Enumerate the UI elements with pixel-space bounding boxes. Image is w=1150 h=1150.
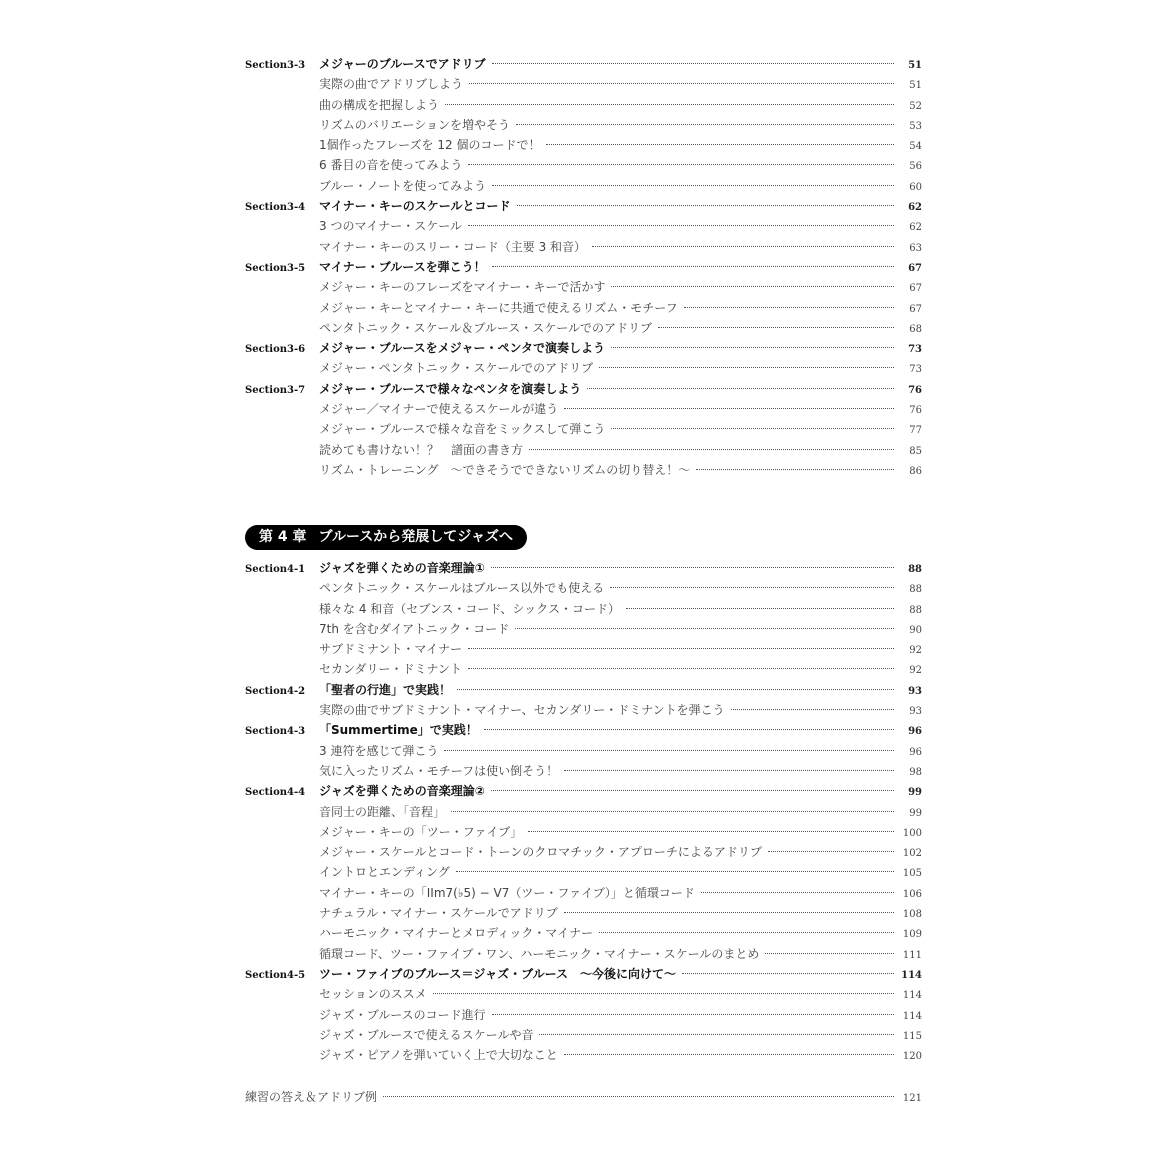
- toc-entry-title: ジャズ・ピアノを弾いていく上で大切なこと: [319, 1048, 558, 1063]
- toc-item-row[interactable]: [245, 1025, 922, 1045]
- dot-leader: [492, 185, 894, 186]
- dot-leader: [515, 628, 894, 629]
- toc-entry-title: 曲の構成を把握しよう: [319, 97, 440, 112]
- dot-leader: [592, 246, 894, 247]
- section-title: 「聖者の行進」で実践！: [319, 682, 452, 697]
- dot-leader: [516, 124, 894, 125]
- toc-item-row[interactable]: [245, 802, 922, 822]
- section-number: Section4-1: [245, 564, 306, 575]
- toc-item-row[interactable]: [245, 741, 922, 761]
- section-number: Section3-5: [245, 262, 306, 274]
- toc-entry-page: 93: [909, 706, 922, 718]
- toc-section-row[interactable]: [245, 558, 922, 578]
- toc-item-row[interactable]: [245, 277, 922, 297]
- toc-entry-page: 67: [909, 303, 922, 315]
- toc-entry-title: 7th を含むダイアトニック・コード: [319, 621, 510, 636]
- toc-entry-page: 77: [909, 425, 922, 437]
- toc-entry-page: 62: [909, 222, 922, 234]
- toc-item-row[interactable]: [245, 923, 922, 943]
- toc-entry-page: 96: [908, 726, 922, 738]
- toc-entry-title: 実際の曲でサブドミナント・マイナー、セカンダリー・ドミナントを弾こう: [319, 703, 725, 718]
- toc-entry-page: 120: [902, 1051, 922, 1063]
- dot-leader: [433, 993, 894, 994]
- toc-entry-page: 100: [902, 827, 922, 839]
- toc-entry-title: 実際の曲でアドリブしよう: [319, 77, 464, 92]
- toc-entry-page: 99: [909, 807, 922, 819]
- dot-leader: [451, 811, 894, 812]
- toc-entry-page: 88: [908, 564, 922, 575]
- toc-entry-page: 68: [909, 323, 922, 335]
- toc-entry-title: メジャー／マイナーで使えるスケールが違う: [319, 402, 559, 417]
- toc-entry-page: 115: [902, 1030, 922, 1042]
- dot-leader: [564, 770, 894, 771]
- toc-entry-page: 114: [902, 1010, 922, 1022]
- toc-item-row[interactable]: [245, 619, 922, 639]
- dot-leader: [599, 367, 894, 368]
- toc-section-row[interactable]: [245, 379, 922, 399]
- toc-entry-page: 111: [902, 949, 922, 961]
- toc-entry-page: 88: [909, 584, 922, 596]
- toc-entry-page: 62: [908, 202, 922, 214]
- toc-section-row[interactable]: [245, 338, 922, 358]
- toc-section-row[interactable]: [245, 720, 922, 740]
- toc-entry-title: 3 つのマイナー・スケール: [319, 219, 462, 234]
- toc-item-row[interactable]: [245, 115, 922, 135]
- dot-leader: [517, 205, 894, 206]
- toc-entry-page: 98: [909, 766, 922, 778]
- dot-leader: [456, 871, 894, 872]
- dot-leader: [445, 104, 894, 105]
- toc-item-row[interactable]: [245, 358, 922, 378]
- section-title: ジャズを弾くための音楽理論②: [319, 784, 485, 799]
- dot-leader: [768, 851, 894, 852]
- toc-item-row[interactable]: [245, 216, 922, 236]
- toc-entry-title: セカンダリー・ドミナント: [319, 662, 462, 677]
- toc-entry-title: 循環コード、ツー・ファイブ・ワン、ハーモニック・マイナー・スケールのまとめ: [319, 946, 760, 961]
- section-number: Section3-3: [245, 60, 306, 71]
- toc-entry-title: イントロとエンディング: [319, 865, 450, 880]
- toc-entry-title: ブルー・ノートを使ってみよう: [319, 178, 487, 193]
- section-number: Section4-5: [245, 969, 306, 981]
- toc-entry-title: サブドミナント・マイナー: [319, 642, 463, 657]
- toc-entry-page: 92: [909, 665, 922, 677]
- toc-entry-title: セッションのススメ: [319, 987, 427, 1002]
- chapter-4-heading: [245, 525, 527, 550]
- toc-item-row[interactable]: [245, 135, 922, 155]
- dot-leader: [696, 469, 894, 470]
- dot-leader: [469, 83, 894, 84]
- dot-leader: [491, 790, 894, 791]
- toc-entry-title: メジャー・ペンタトニック・スケールでのアドリブ: [319, 361, 594, 376]
- dot-leader: [546, 144, 894, 145]
- toc-entry-page: 51: [909, 80, 922, 92]
- toc-entry-title: 6 番目の音を使ってみよう: [319, 158, 463, 173]
- dot-leader: [611, 428, 894, 429]
- section-title: メジャーのブルースでアドリブ: [319, 57, 486, 71]
- toc-section-row[interactable]: [245, 257, 922, 277]
- toc-answers-entry[interactable]: [245, 1087, 922, 1107]
- dot-leader: [484, 729, 894, 730]
- section-title: マイナー・キーのスケールとコード: [319, 199, 511, 214]
- toc-item-row[interactable]: [245, 862, 922, 882]
- toc-entry-page: 52: [909, 100, 922, 112]
- dot-leader: [658, 327, 894, 328]
- toc-item-row[interactable]: [245, 237, 922, 257]
- toc-entry-page: 86: [909, 465, 922, 477]
- dot-leader: [468, 164, 894, 165]
- dot-leader: [468, 668, 894, 669]
- dot-leader: [587, 388, 894, 389]
- section-number: Section4-4: [245, 787, 306, 799]
- dot-leader: [765, 953, 894, 954]
- toc-entry-title: マイナー・キーの「IIm7(♭5) − V7（ツー・ファイブ）」と循環コード: [319, 885, 695, 900]
- toc-entry-title: 練習の答え＆アドリブ例: [245, 1090, 378, 1104]
- dot-leader: [457, 689, 894, 690]
- toc-entry-page: 121: [902, 1093, 922, 1104]
- toc-entry-title: 気に入ったリズム・モチーフは使い倒そう！: [319, 763, 559, 778]
- toc-entry-page: 114: [901, 969, 922, 981]
- toc-entry-page: 54: [909, 141, 922, 153]
- section-number: Section3-6: [245, 344, 306, 356]
- section-number: Section4-3: [245, 726, 306, 738]
- toc-entry-page: 76: [909, 405, 922, 417]
- section-number: Section3-7: [245, 384, 306, 396]
- dot-leader: [492, 266, 894, 267]
- toc-item-row[interactable]: [245, 74, 922, 94]
- toc-entry-title: リズム・トレーニング 〜できそうでできないリズムの切り替え！〜: [319, 462, 691, 477]
- toc-section-row[interactable]: [245, 196, 922, 216]
- toc-item-row[interactable]: [245, 298, 922, 318]
- toc-entry-title: マイナー・キーのスリー・コード（主要 3 和音）: [319, 239, 587, 254]
- toc-entry-page: 67: [909, 283, 922, 295]
- toc-entry-title: ペンタトニック・スケール＆ブルース・スケールでのアドリブ: [319, 320, 653, 335]
- toc-entry-page: 109: [902, 929, 922, 941]
- toc-entry-page: 114: [902, 990, 922, 1002]
- toc-item-row[interactable]: [245, 155, 922, 175]
- chapter-title: ブルースから発展してジャズへ: [318, 529, 513, 545]
- dot-leader: [611, 347, 894, 348]
- toc-entry-title: メジャー・ブルースで様々な音をミックスして弾こう: [319, 422, 606, 437]
- chapter-number: 第 4 章: [259, 529, 307, 545]
- toc-item-row[interactable]: [245, 639, 922, 659]
- toc-entry-title: ジャズ・ブルースのコード進行: [319, 1007, 486, 1022]
- section-title: ジャズを弾くための音楽理論①: [319, 561, 485, 575]
- toc-section-row[interactable]: [245, 781, 922, 801]
- toc-item-row[interactable]: [245, 578, 922, 598]
- dot-leader: [599, 932, 894, 933]
- toc-entry-page: 73: [909, 364, 922, 376]
- dot-leader: [564, 408, 894, 409]
- toc-entry-page: 85: [909, 445, 922, 457]
- section-title: 「Summertime」で実践！: [319, 723, 478, 738]
- dot-leader: [492, 1014, 894, 1015]
- dot-leader: [468, 648, 894, 649]
- toc-list-chapter4: [245, 558, 922, 1065]
- toc-entry-page: 51: [908, 60, 922, 71]
- toc-entry-title: ペンタトニック・スケールはブルース以外でも使える: [319, 581, 605, 596]
- toc-entry-title: メジャー・スケールとコード・トーンのクロマチック・アプローチによるアドリブ: [319, 845, 762, 860]
- dot-leader: [731, 709, 894, 710]
- section-title: マイナー・ブルースを弾こう！: [319, 259, 486, 274]
- section-title: ツー・ファイブのブルース＝ジャズ・ブルース 〜今後に向けて〜: [319, 966, 677, 981]
- toc-item-row[interactable]: [245, 419, 922, 439]
- toc-entry-title: ナチュラル・マイナー・スケールでアドリブ: [319, 906, 558, 921]
- toc-entry-page: 96: [909, 746, 922, 758]
- section-number: Section4-2: [245, 685, 306, 697]
- section-title: メジャー・ブルースで様々なペンタを演奏しよう: [319, 381, 582, 396]
- toc-list-chapter3: [245, 54, 922, 480]
- toc-entry-page: 63: [909, 242, 922, 254]
- toc-item-row[interactable]: [245, 318, 922, 338]
- toc-entry-title: 読めても書けない！？ 譜面の書き方: [319, 442, 524, 457]
- toc-entry-page: 105: [902, 868, 922, 880]
- toc-item-row[interactable]: [245, 599, 922, 619]
- toc-entry-title: 音同士の距離、「音程」: [319, 804, 446, 819]
- toc-entry-title: ジャズ・ブルースで使えるスケールや音: [319, 1027, 534, 1042]
- dot-leader: [529, 449, 894, 450]
- toc-entry-page: 90: [909, 624, 922, 636]
- toc-entry-page: 108: [902, 909, 922, 921]
- toc-entry-page: 99: [908, 787, 922, 799]
- toc-item-row[interactable]: [245, 903, 922, 923]
- toc-section-row[interactable]: [245, 964, 922, 984]
- toc-item-row[interactable]: [245, 883, 922, 903]
- dot-leader: [383, 1096, 894, 1097]
- toc-entry-page: 53: [909, 120, 922, 132]
- toc-entry-title: メジャー・キーとマイナー・キーに共通で使えるリズム・モチーフ: [319, 300, 678, 315]
- dot-leader: [684, 307, 894, 308]
- dot-leader: [701, 892, 894, 893]
- toc-entry-page: 102: [902, 848, 922, 860]
- toc-entry-title: メジャー・キーの「ツー・ファイブ」: [319, 824, 523, 839]
- toc-section-row[interactable]: [245, 680, 922, 700]
- dot-leader: [491, 567, 894, 568]
- toc-entry-title: ハーモニック・マイナーとメロディック・マイナー: [319, 926, 594, 941]
- toc-entry-title: 1個作ったフレーズを 12 個のコードで！: [319, 138, 541, 153]
- toc-item-row[interactable]: [245, 659, 922, 679]
- dot-leader: [564, 1054, 894, 1055]
- toc-entry-page: 76: [908, 384, 922, 396]
- toc-item-row[interactable]: [245, 460, 922, 480]
- dot-leader: [611, 286, 894, 287]
- toc-entry-page: 93: [908, 685, 922, 697]
- dot-leader: [610, 587, 894, 588]
- toc-entry-page: 60: [909, 181, 922, 193]
- toc-item-row[interactable]: [245, 1005, 922, 1025]
- toc-item-row[interactable]: [245, 761, 922, 781]
- section-title: メジャー・ブルースをメジャー・ペンタで演奏しよう: [319, 341, 605, 356]
- toc-section-row[interactable]: [245, 54, 922, 74]
- toc-item-row[interactable]: [245, 822, 922, 842]
- toc-entry-page: 106: [902, 888, 922, 900]
- toc-entry-page: 73: [908, 344, 922, 356]
- toc-item-row[interactable]: [245, 700, 922, 720]
- dot-leader: [682, 973, 894, 974]
- toc-item-row[interactable]: [245, 440, 922, 460]
- dot-leader: [468, 225, 894, 226]
- toc-item-row[interactable]: [245, 1045, 922, 1065]
- toc-entry-page: 67: [908, 262, 922, 274]
- dot-leader: [626, 608, 894, 609]
- toc-item-row[interactable]: [245, 944, 922, 964]
- dot-leader: [492, 63, 894, 64]
- dot-leader: [444, 750, 894, 751]
- toc-entry-title: 様々な 4 和音（セブンス・コード、シックス・コード）: [319, 601, 620, 616]
- toc-entry-title: メジャー・キーのフレーズをマイナー・キーで活かす: [319, 280, 606, 295]
- dot-leader: [539, 1034, 894, 1035]
- toc-entry-page: 56: [909, 161, 922, 173]
- dot-leader: [564, 912, 894, 913]
- toc-entry-title: 3 連符を感じて弾こう: [319, 743, 439, 758]
- toc-entry-page: 88: [909, 604, 922, 616]
- toc-entry-title: リズムのバリエーションを増やそう: [319, 117, 511, 132]
- toc-item-row[interactable]: [245, 176, 922, 196]
- toc-entry-page: 92: [909, 645, 922, 657]
- toc-item-row[interactable]: [245, 95, 922, 115]
- toc-item-row[interactable]: [245, 842, 922, 862]
- toc-item-row[interactable]: [245, 984, 922, 1004]
- toc-item-row[interactable]: [245, 399, 922, 419]
- section-number: Section3-4: [245, 202, 306, 214]
- dot-leader: [528, 831, 894, 832]
